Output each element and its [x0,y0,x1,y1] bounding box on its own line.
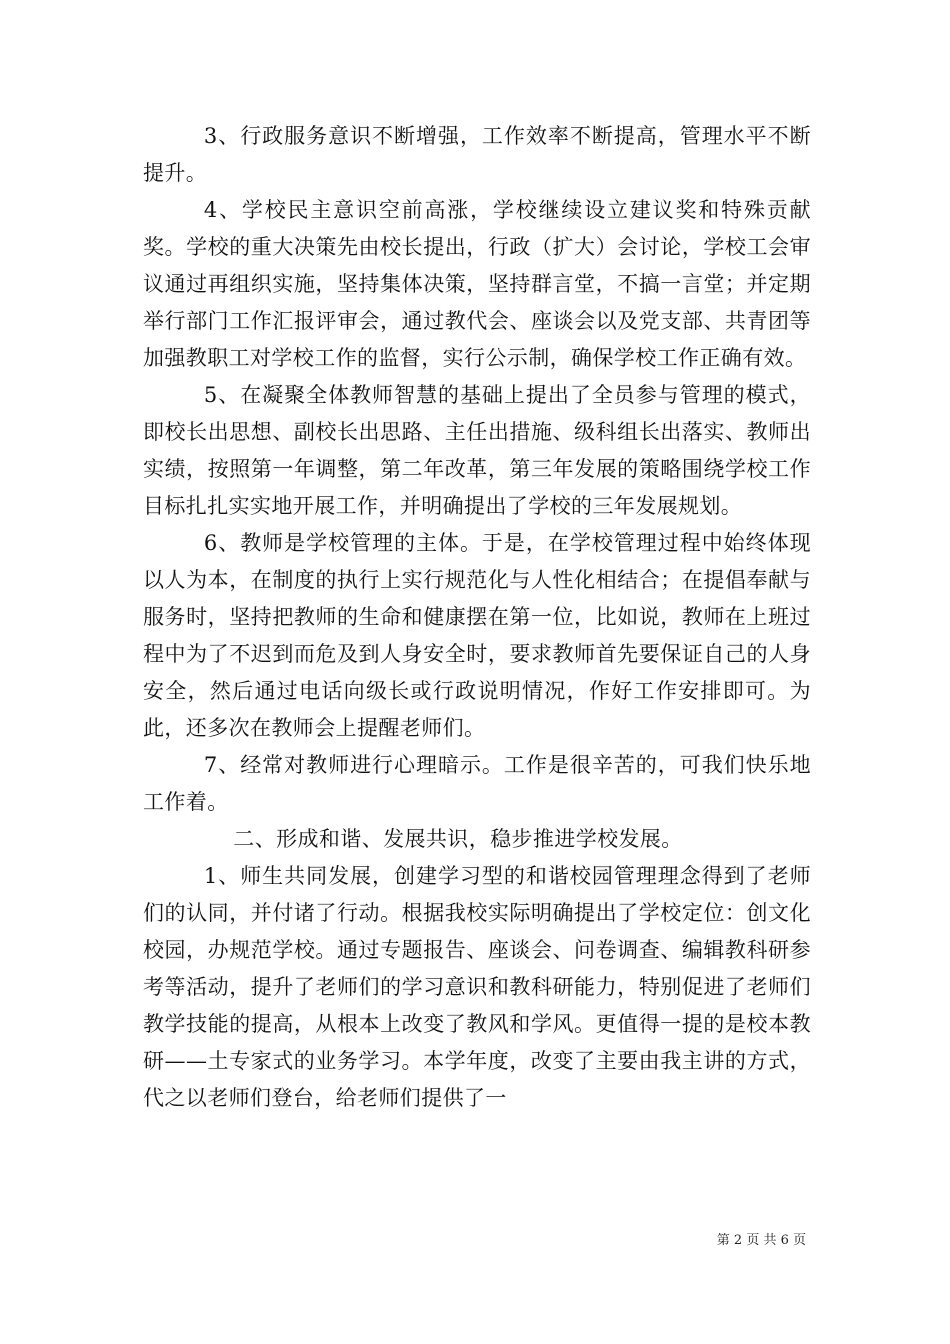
paragraph-section2-item-1: 1、师生共同发展，创建学习型的和谐校园管理理念得到了老师们的认同，并付诸了行动。根据我校实际明确提出了学校定位：创文化校园，办规范学校。通过专题报告、座谈会、问卷调查、编辑教科研参考等活动，提升了老师们的学习意识和教科研能力，特别促进了老师们教学技能的提高，从根本上改变了教风和学风。更值得一提的是校本教研——土专家式的业务学习。本学年度，改变了主要由我主讲的方式，代之以老师们登台，给老师们提供了一 [143,864,811,1110]
paragraph-item-6: 6、教师是学校管理的主体。于是，在学校管理过程中始终体现以人为本，在制度的执行上实行规范化与人性化相结合；在提倡奉献与服务时，坚持把教师的生命和健康摆在第一位，比如说，教师在上班过程中为了不迟到而危及到人身安全时，要求教师首先要保证自己的人身安全，然后通过电话向级长或行政说明情况，作好工作安排即可。为此，还多次在教师会上提醒老师们。 [143,531,811,740]
section-heading-2: 二、形成和谐、发展共识，稳步推进学校发展。 [233,827,683,851]
paragraph-item-4: 4、学校民主意识空前高涨，学校继续设立建议奖和特殊贡献奖。学校的重大决策先由校长提出，行政（扩大）会讨论，学校工会审议通过再组织实施，坚持集体决策，坚持群言堂，不搞一言堂；并定期举行部门工作汇报评审会，通过教代会、座谈会以及党支部、共青团等加强教职工对学校工作的监督，实行公示制，确保学校工作正确有效。 [143,198,811,370]
paragraph-item-5: 5、在凝聚全体教师智慧的基础上提出了全员参与管理的模式，即校长出思想、副校长出思路、主任出措施、级科组长出落实、教师出实绩，按照第一年调整，第二年改革，第三年发展的策略围绕学校工作目标扎扎实实地开展工作，并明确提出了学校的三年发展规划。 [143,383,811,518]
paragraph-item-3: 3、行政服务意识不断增强，工作效率不断提高，管理水平不断提升。 [143,124,811,185]
document-body [143,118,811,1117]
page-number-footer: 第 2 页 共 6 页 [716,1233,806,1248]
paragraph-item-7: 7、经常对教师进行心理暗示。工作是很辛苦的，可我们快乐地工作着。 [143,753,811,814]
